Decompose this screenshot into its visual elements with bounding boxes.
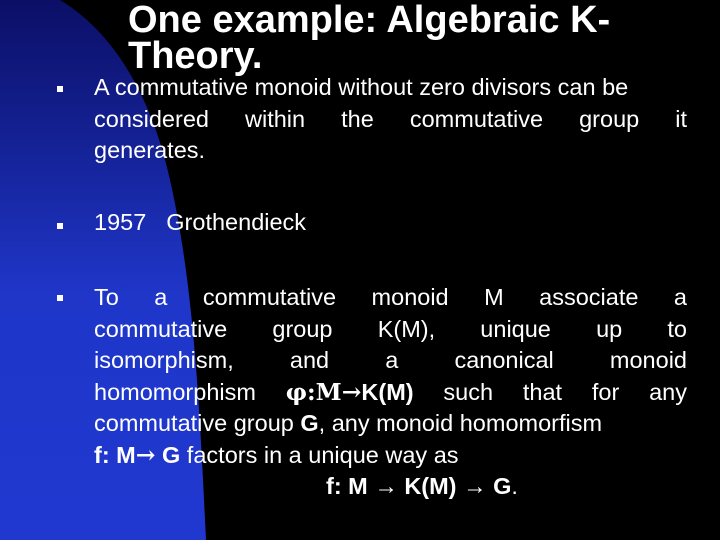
bullet-1-line-3: generates. bbox=[94, 137, 206, 163]
title-line-1: One example: Algebraic K- bbox=[128, 0, 611, 41]
slide-title bbox=[128, 0, 688, 77]
bullet-3-line-2: commutative group K(M), unique up to bbox=[94, 315, 687, 342]
bullet-3-line-7: f: M → K(M) → G. bbox=[326, 473, 518, 499]
bullet-2-name: Grothendieck bbox=[166, 209, 307, 235]
bullet-marker-1 bbox=[57, 86, 63, 92]
arrow-icon: → bbox=[135, 440, 156, 469]
bullet-1-text bbox=[94, 72, 687, 167]
bullet-2-line bbox=[94, 207, 687, 239]
bullet-3-line-6: f: M→ G factors in a unique way as bbox=[94, 440, 459, 469]
bullet-3-line-3: isomorphism, and a canonical monoid bbox=[94, 347, 687, 373]
bullet-3-text bbox=[94, 282, 687, 503]
bullet-3-line-4-a: homomorphism bbox=[94, 378, 286, 405]
bullet-marker-3 bbox=[57, 295, 63, 301]
bullet-3-line-5: commutative group G, any monoid homomorfism bbox=[94, 410, 603, 436]
title-line-2: Theory. bbox=[128, 35, 263, 77]
bullet-3-line-4-b: such that for any bbox=[443, 378, 687, 405]
phi-map: φ:M→K(M) bbox=[285, 377, 414, 406]
bullet-1-line-2: considered within the commutative group it bbox=[94, 105, 687, 132]
bullet-2-text bbox=[94, 207, 687, 239]
arrow-icon: → bbox=[341, 377, 362, 406]
bullet-1-line-1: A commutative monoid without zero divisors can be bbox=[94, 74, 629, 100]
bullet-marker-2 bbox=[57, 223, 63, 229]
bullet-2-year: 1957 bbox=[94, 209, 147, 235]
bullet-3-line-1: To a commutative monoid M associate a bbox=[94, 284, 687, 310]
bullet-3-line-4 bbox=[94, 377, 687, 409]
